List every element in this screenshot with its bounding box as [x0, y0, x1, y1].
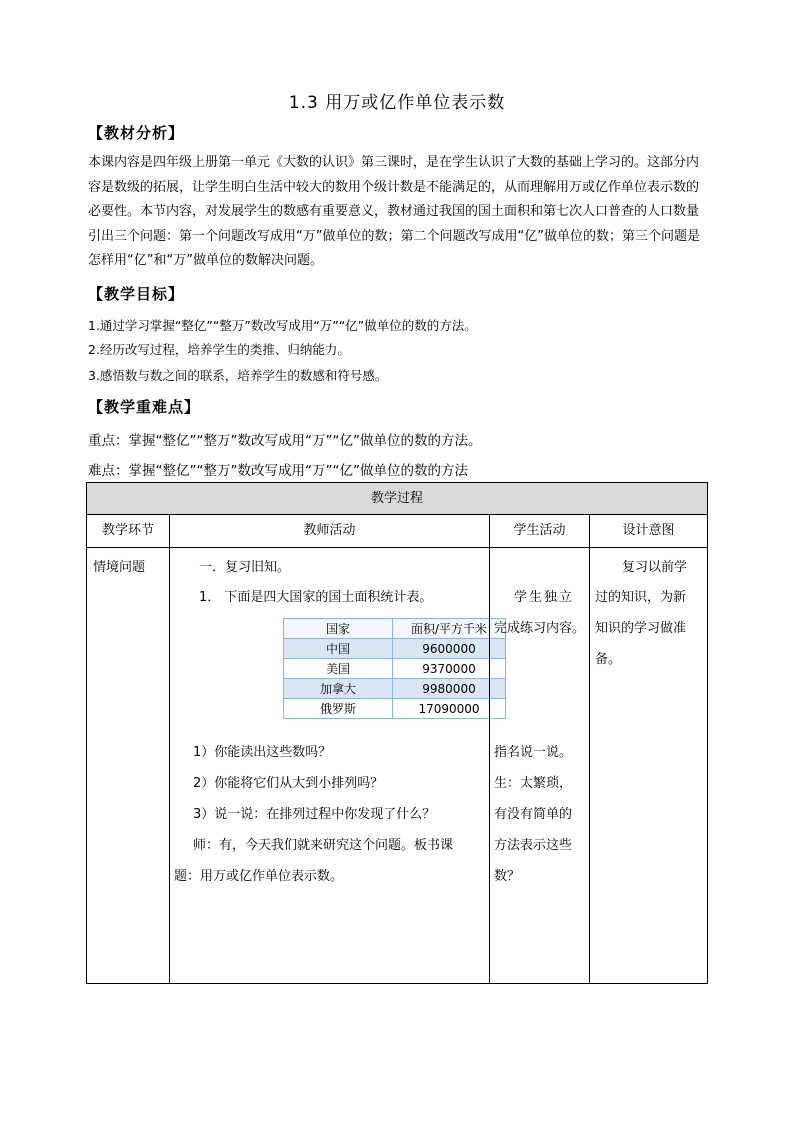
table-title: 教学过程 [86, 482, 708, 515]
intent-line-1: 复习以前学 [622, 560, 688, 575]
country-area: 17090000 [393, 699, 506, 719]
student-answer-2-line-5: 数？ [494, 869, 521, 884]
country-name: 美国 [284, 659, 393, 679]
table-row [284, 699, 506, 719]
key-points-heading: 【教学重难点】 [88, 398, 201, 416]
student-answer-2-line-2: 生：太繁琐， [494, 776, 573, 791]
goal-item-3: 3.感悟数与数之间的联系，培养学生的数感和符号感。 [88, 368, 388, 383]
teacher-closing-line-2: 题：用万或亿作单位表示数。 [174, 869, 344, 884]
intent-line-4: 备。 [595, 652, 622, 667]
lesson-process-table [86, 482, 708, 984]
stage-label: 情境问题 [93, 560, 146, 575]
question-3: 3）说一说：在排列过程中你发现了什么？ [193, 807, 436, 822]
analysis-paragraph: 本课内容是四年级上册第一单元《大数的认识》第三课时，是在学生认识了大数的基础上学习的。这部分内容是数级的拓展，让学生明白生活中较大的数用个级计数是不能满足的，从而理解用万或亿作单位表示数的必要性。本节内容，对发展学生的数感有重要意义，教材通过我国的国土面积和第七次人口普查的人口数量引出三个问题：第一个问题改写成用“万”做单位的数；第二个问题改写成用“亿”做单位的数；第三个问题是怎样用“亿”和“万”做单位的数解决问题。 [88, 155, 700, 268]
table-row [284, 679, 506, 699]
review-step: 一．复习旧知。 [199, 560, 291, 575]
country-area: 9370000 [393, 659, 506, 679]
column-header-student: 学生活动 [489, 515, 590, 548]
area-statistics-table [283, 618, 506, 719]
goal-item-1: 1.通过学习掌握“整亿”“整万”数改写成用“万”“亿”做单位的数的方法。 [88, 318, 477, 333]
table-row [284, 659, 506, 679]
teacher-closing-line-1: 师：有，今天我们就来研究这个问题。板书课 [193, 838, 454, 853]
teacher-activity-cell [169, 548, 490, 984]
page-title: 1.3 用万或亿作单位表示数 [288, 93, 506, 113]
question-intro: 1． 下面是四大国家的国土面积统计表。 [199, 590, 433, 605]
question-1: 1）你能读出这些数吗？ [193, 745, 332, 760]
stage-cell [86, 548, 170, 984]
area-table-header-row [284, 619, 506, 639]
country-name: 加拿大 [284, 679, 393, 699]
student-answer-2-line-4: 方法表示这些 [494, 838, 573, 853]
area-header-area: 面积/平方千米 [393, 619, 506, 639]
key-point-text: 重点：掌握“整亿”“整万”数改写成用“万”“亿”做单位的数的方法。 [88, 433, 482, 449]
student-answer-1-line-2: 完成练习内容。 [494, 621, 586, 636]
analysis-heading: 【教材分析】 [88, 124, 185, 142]
column-header-teacher: 教师活动 [169, 515, 490, 548]
country-name: 俄罗斯 [284, 699, 393, 719]
column-header-intent: 设计意图 [589, 515, 708, 548]
student-answer-2-line-3: 有没有简单的 [494, 807, 573, 822]
student-answer-1-line-1: 学生独立 [514, 590, 575, 605]
country-area: 9600000 [393, 639, 506, 659]
intent-line-2: 过的知识，为新 [595, 590, 687, 605]
difficulty-text: 难点：掌握“整亿”“整万”数改写成用“万”“亿”做单位的数的方法 [88, 463, 468, 479]
country-name: 中国 [284, 639, 393, 659]
area-header-country: 国家 [284, 619, 393, 639]
student-activity-cell [489, 548, 590, 984]
goal-item-2: 2.经历改写过程，培养学生的类推、归纳能力。 [88, 342, 350, 357]
student-answer-2-line-1: 指名说一说。 [494, 745, 573, 760]
question-2: 2）你能将它们从大到小排列吗？ [193, 776, 384, 791]
column-header-stage: 教学环节 [86, 515, 170, 548]
design-intent-cell [589, 548, 708, 984]
country-area: 9980000 [393, 679, 506, 699]
goals-heading: 【教学目标】 [88, 285, 185, 303]
table-row [284, 639, 506, 659]
intent-line-3: 知识的学习做准 [595, 621, 687, 636]
